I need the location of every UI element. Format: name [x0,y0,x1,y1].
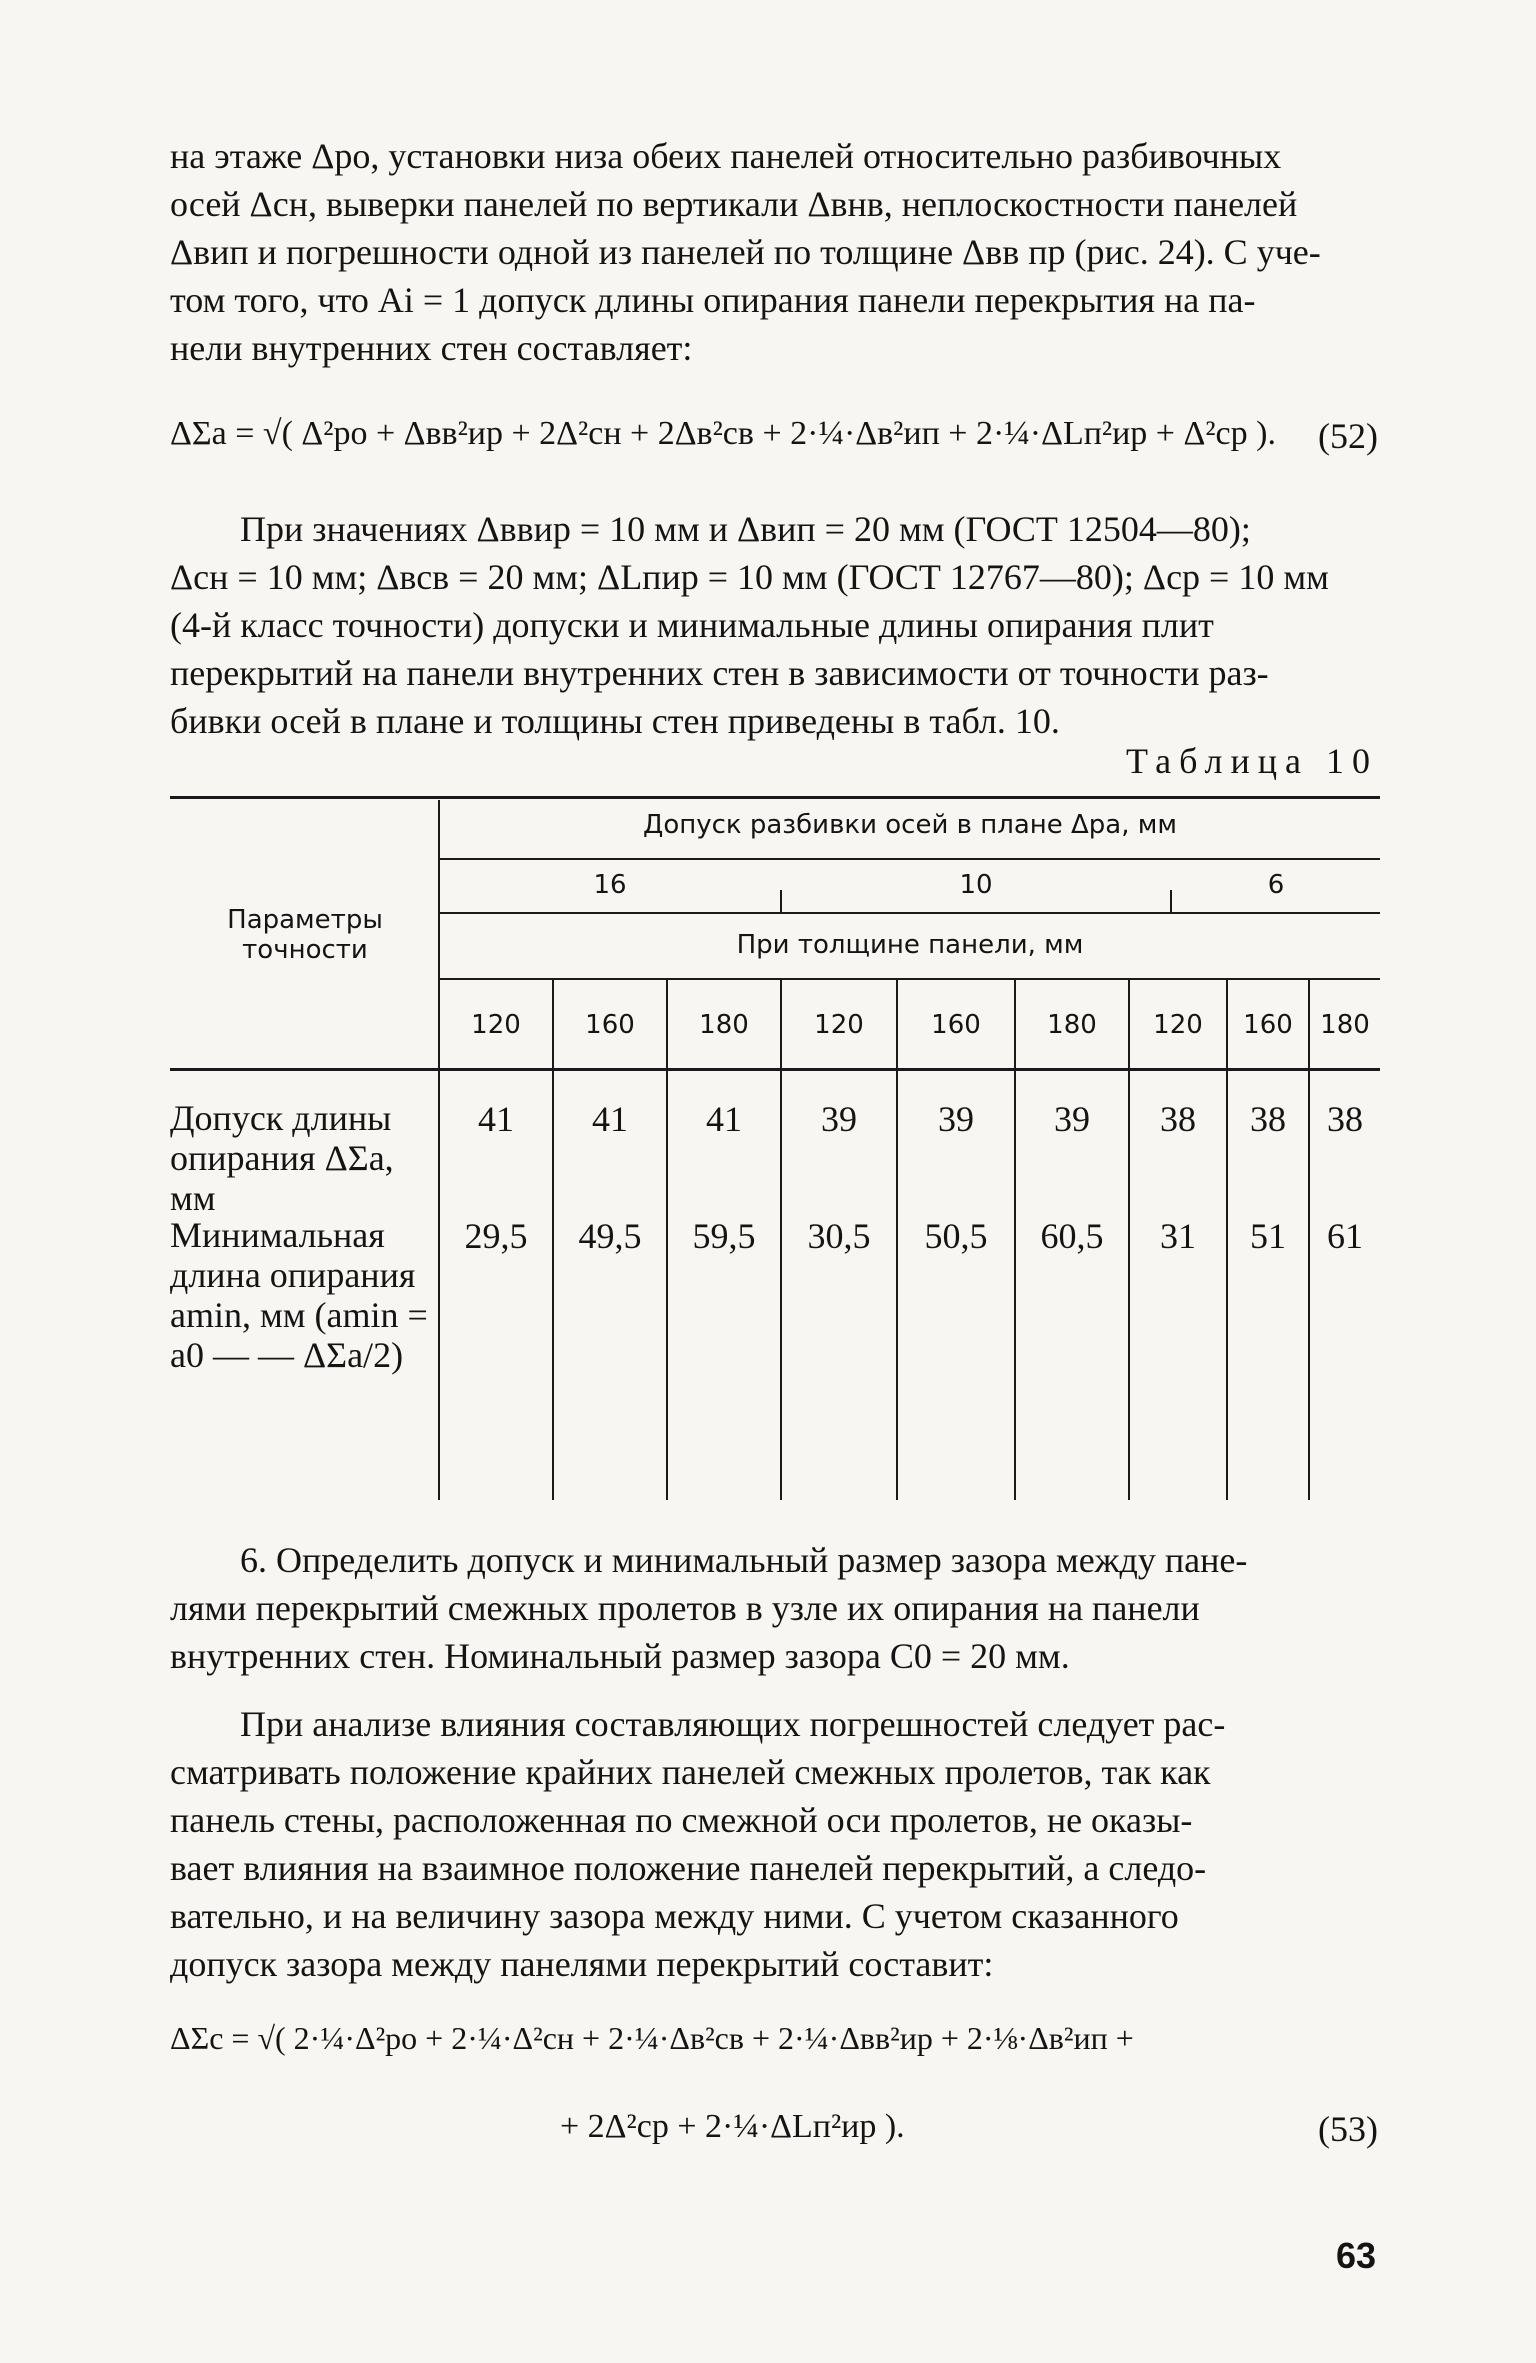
table-rule-group [440,858,1380,860]
text-line-14: При анализе влияния составляющих погрешностей следует рас- [240,1704,1226,1744]
text-line-8: (4-й класс точности) допуски и минимальные длины опирания плит [170,605,1214,645]
row2-cell-3: 59,5 [692,1216,756,1256]
equation-53-line-2: + 2Δ²ср + 2·¼·ΔLп²ир ). [560,2108,905,2145]
param-header: Параметры точности [227,905,383,965]
row1-cell-5: 39 [938,1099,974,1139]
text-line-13: внутренних стен. Номинальный размер зазора C0 = 20 мм. [170,1636,1070,1676]
thickness-col-1: 120 [471,1010,521,1040]
thickness-col-7: 120 [1153,1010,1203,1040]
group-header: Допуск разбивки осей в плане Δра, мм [643,810,1177,840]
thickness-col-3: 180 [699,1010,749,1040]
row1-cell-8: 38 [1250,1099,1286,1139]
equation-52-number: (52) [1318,416,1378,456]
page-number: 63 [1335,2235,1376,2276]
row2-cell-6: 60,5 [1040,1216,1104,1256]
row2-cell-8: 51 [1250,1216,1286,1256]
row2-cell-1: 29,5 [464,1216,528,1256]
thickness-col-9: 180 [1320,1010,1370,1040]
row1-cell-9: 38 [1327,1099,1363,1139]
row2-cell-9: 61 [1327,1216,1363,1256]
text-line-4: том того, что Ai = 1 допуск длины опирания панели перекрытия на па- [170,280,1256,320]
table-header-bottom-rule [170,1068,1380,1071]
thickness-col-8: 160 [1243,1010,1293,1040]
text-line-7: Δсн = 10 мм; Δвсв = 20 мм; ΔLпир = 10 мм (ГОСТ 12767—80); Δср = 10 мм [170,557,1329,597]
tolerance-6: 6 [1267,870,1285,900]
table-rule-tolerance [440,912,1380,914]
row2-label: Минимальная длина опирания amin, мм (amin = a0 — — ΔΣa/2) [170,1215,428,1375]
text-line-17: вает влияния на взаимное положение панелей перекрытий, а следо- [170,1848,1207,1888]
row2-cell-7: 31 [1160,1216,1196,1256]
thickness-header: При толщине панели, мм [736,930,1084,960]
equation-53-number: (53) [1318,2109,1378,2149]
row2-cell-5: 50,5 [924,1216,988,1256]
row1-cell-1: 41 [478,1099,514,1139]
table-top-rule [170,796,1380,799]
thickness-col-4: 120 [814,1010,864,1040]
equation-52: ΔΣa = √( Δ²ро + Δвв²ир + 2Δ²сн + 2Δв²св + 2·¼·Δв²ип + 2·¼·ΔLп²ир + Δ²ср ). [170,415,1276,452]
row1-label: Допуск длины опирания ΔΣa, мм [170,1098,394,1218]
table-vrule-param [438,800,440,1500]
row1-cell-7: 38 [1160,1099,1196,1139]
row2-cell-2: 49,5 [578,1216,642,1256]
thickness-col-5: 160 [931,1010,981,1040]
row1-cell-4: 39 [821,1099,857,1139]
text-line-15: сматривать положение крайних панелей смежных пролетов, так как [170,1752,1211,1792]
text-line-18: вательно, и на величину зазора между ними. С учетом сказанного [170,1896,1179,1936]
thickness-col-6: 180 [1047,1010,1097,1040]
text-line-12: лями перекрытий смежных пролетов в узле их опирания на панели [170,1588,1200,1628]
table-title: Таблица 10 [1126,741,1378,781]
text-line-1: на этаже Δро, установки низа обеих панелей относительно разбивочных [170,136,1282,176]
tolerance-10: 10 [959,870,993,900]
tolerance-16: 16 [593,870,627,900]
text-line-3: Δвип и погрешности одной из панелей по толщине Δвв пр (рис. 24). С уче- [170,232,1321,272]
text-line-5: нели внутренних стен составляет: [170,328,693,368]
row2-cell-4: 30,5 [807,1216,871,1256]
row1-cell-6: 39 [1054,1099,1090,1139]
equation-53-line-1: ΔΣc = √( 2·¼·Δ²ро + 2·¼·Δ²сн + 2·¼·Δв²св + 2·¼·Δвв²ир + 2·⅛·Δв²ип + [170,2020,1134,2056]
text-line-9: перекрытий на панели внутренних стен в зависимости от точности раз- [170,653,1269,693]
text-line-2: осей Δсн, выверки панелей по вертикали Δвнв, неплоскостности панелей [170,184,1298,224]
text-line-16: панель стены, расположенная по смежной оси пролетов, не оказы- [170,1800,1193,1840]
thickness-col-2: 160 [585,1010,635,1040]
text-line-6: При значениях Δввир = 10 мм и Δвип = 20 мм (ГОСТ 12504—80); [240,509,1251,549]
row1-cell-2: 41 [592,1099,628,1139]
table-rule-thickness [440,978,1380,980]
row1-cell-3: 41 [706,1099,742,1139]
text-line-19: допуск зазора между панелями перекрытий составит: [170,1944,994,1984]
text-line-10: бивки осей в плане и толщины стен приведены в табл. 10. [170,701,1060,741]
text-line-11: 6. Определить допуск и минимальный размер зазора между пане- [240,1540,1248,1580]
